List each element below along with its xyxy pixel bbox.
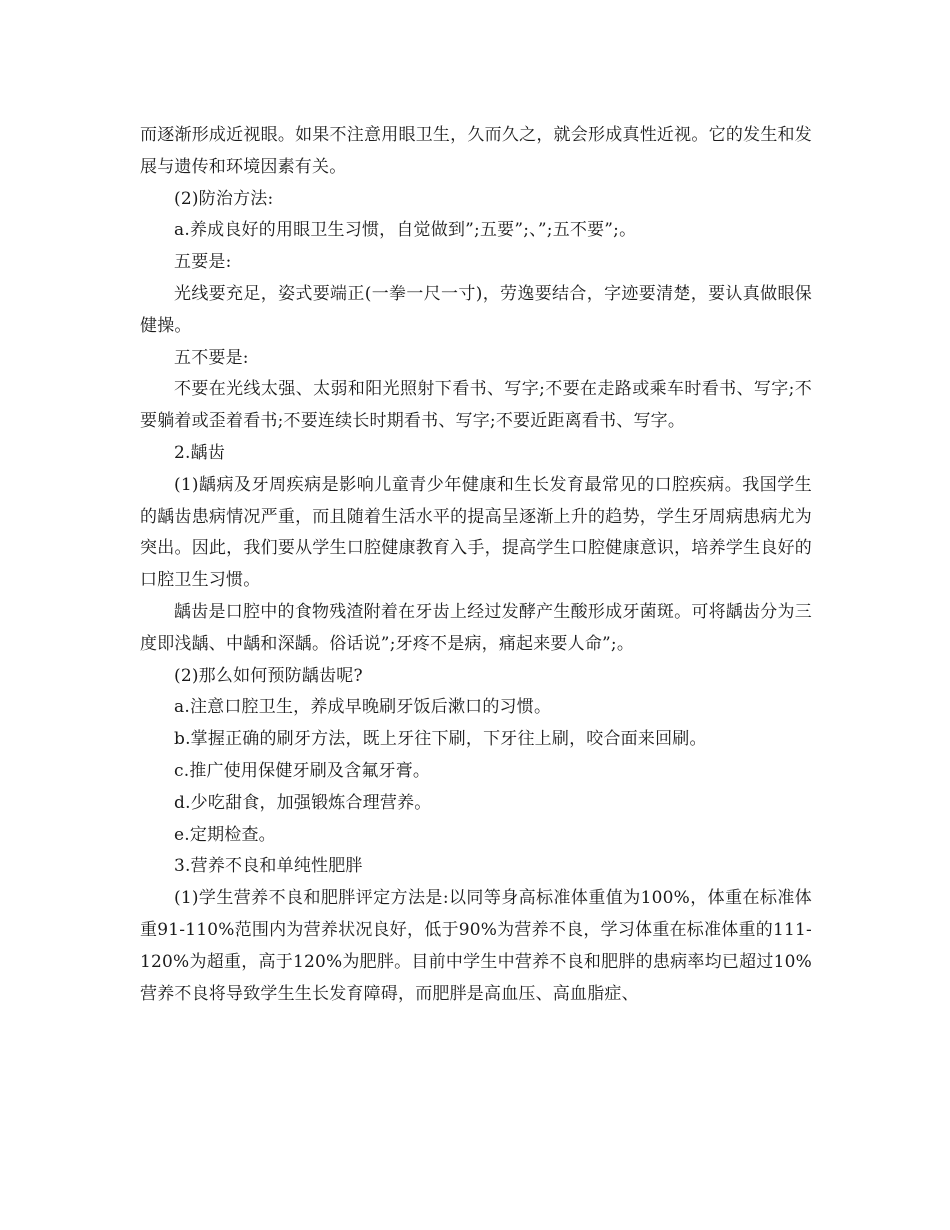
paragraph: 光线要充足，姿式要端正(一拳一尺一寸)，劳逸要结合，字迹要清楚，要认真做眼保健操。 [140, 283, 812, 336]
paragraph: a.养成良好的用眼卫生习惯，自觉做到”;五要”;、”;五不要”;。 [174, 220, 637, 241]
paragraph: 五要是: [174, 252, 232, 273]
paragraph: (2)防治方法: [174, 188, 274, 209]
list-item: c.推广使用保健牙刷及含氟牙膏。 [174, 760, 431, 781]
paragraph: 五不要是: [174, 347, 249, 368]
list-item: b.掌握正确的刷牙方法，既上牙往下刷，下牙往上刷，咬合面来回刷。 [174, 729, 707, 750]
paragraph: 不要在光线太强、太弱和阳光照射下看书、写字;不要在走路或乘车时看书、写字;不要躺着或歪着看书;不要连续长时期看书、写字;不要近距离看书、写字。 [140, 379, 812, 432]
section-heading: 2.龋齿 [174, 442, 226, 463]
paragraph: (1)学生营养不良和肥胖评定方法是:以同等身高标准体重值为100%，体重在标准体重91-110%范围内为营养状况良好，低于90%为营养不良，学习体重在标准体重的111-120%为超重，高于120%为肥胖。目前中学生中营养不良和肥胖的患病率均已超过10%营养不良将导致学生生长发育障碍，而肥胖是高血压、高血脂症、 [140, 888, 812, 1004]
paragraph: (1)龋病及牙周疾病是影响儿童青少年健康和生长发育最常见的口腔疾病。我国学生的龋齿患病情况严重，而且随着生活水平的提高呈逐渐上升的趋势，学生牙周病患病尤为突出。因此，我们要从学生口腔健康教育入手，提高学生口腔健康意识，培养学生良好的口腔卫生习惯。 [140, 474, 812, 591]
list-item: e.定期检查。 [174, 824, 276, 845]
list-item: d.少吃甜食，加强锻炼合理营养。 [174, 792, 432, 813]
section-heading: 3.营养不良和单纯性肥胖 [174, 856, 363, 877]
document-body [140, 120, 812, 1010]
paragraph: 而逐渐形成近视眼。如果不注意用眼卫生，久而久之，就会形成真性近视。它的发生和发展与遗传和环境因素有关。 [140, 125, 812, 177]
paragraph: (2)那么如何预防龋齿呢? [174, 665, 363, 686]
paragraph: 龋齿是口腔中的食物残渣附着在牙齿上经过发酵产生酸形成牙菌斑。可将龋齿分为三度即浅龋、中龋和深龋。俗话说”;牙疼不是病，痛起来要人命”;。 [140, 601, 812, 654]
list-item: a.注意口腔卫生，养成早晚刷牙饭后漱口的习惯。 [174, 697, 552, 718]
